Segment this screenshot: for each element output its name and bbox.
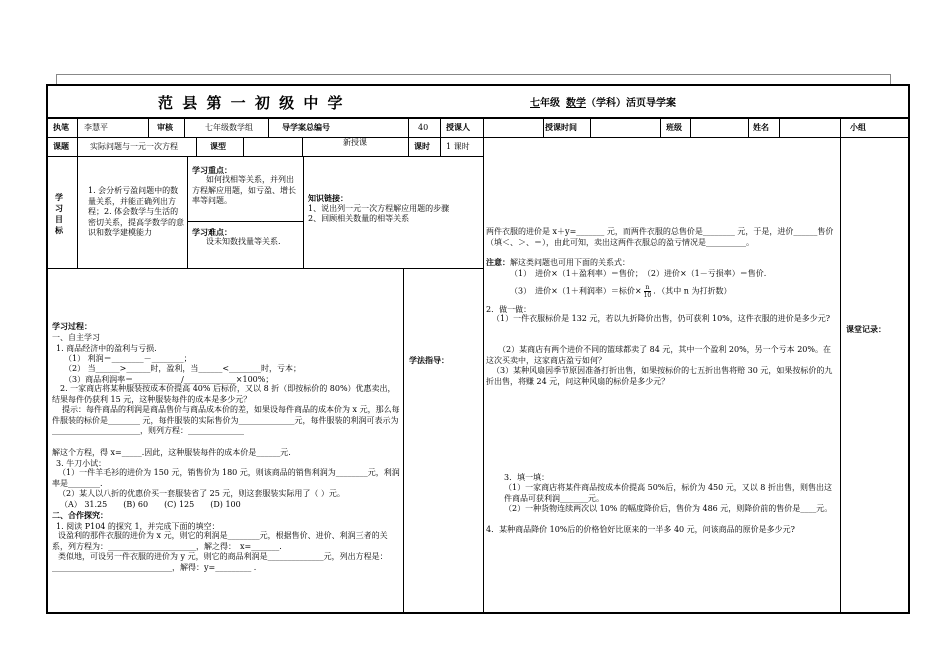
reviewer: 七年级数学组 [205,123,253,132]
link-1: 1、说出列一元一次方程解应用题的步骤 [308,204,450,213]
rule [779,117,780,137]
rule [302,137,303,156]
fraction-n-over-10 [644,284,652,299]
rule [403,268,404,614]
lesson-type: 新授课 [343,138,367,147]
rule [46,117,910,119]
hours: 1 课时 [446,142,470,151]
rule [46,268,483,269]
rule [268,117,269,137]
coop-1a: 设盈利的那件衣服的进价为 x 元，则它的利润是________元，根据售价、进价、利润三者的关系，列方程为：______________________，解之得： x=_______. [52,531,388,551]
group-label: 小组 [850,122,866,132]
do-2c: （3）某种风扇因季节原因准备打折出售，如果按标价的七五折出售将赔 30 元，如果按标价的九折出售，将赚 24 元，问这种风扇的标价是多少元？ [486,366,833,386]
rule [303,156,304,268]
item-2-answer: 解这个方程，得 x=_____.因此，这种服装每件的成本价是______元. [52,448,291,457]
item-3-options: （A） 31.25 (B) 60 (C) 125 (D) 100 [60,500,241,509]
topic: 实际问题与一元一次方程 [90,142,178,151]
right-r1: 两件衣服的进价是 x＋y=_______ 元，而两件衣服的总售价是________ 元，于是，进价______售价（填＜、＞、＝），由此可知，卖出这两件衣服总的盈亏情况是__________。 [486,227,834,247]
grade-suffix: 年级 [540,98,560,109]
fraction-denominator: 10 [643,292,652,299]
key-text: 如何找相等关系，并列出方程解应用题，如亏盈、增长率等问题。 [192,175,296,205]
hard-text: 设未知数找量等关系. [206,237,281,246]
teacher-label: 授课人 [446,122,470,132]
goals-text: 1. 会分析亏盈问题中的数量关系，并能正确列出方程；2. 体会数学与生活的密切关系，提高学数学的意识和数学建模能力 [88,186,184,237]
section-1: 一、自主学习 [52,333,100,342]
item-2: 2. 一家商店将某种服装按成本价提高 40% 后标价，又以 8 折（即按标价的 80%）优惠卖出，结果每件仍获利 15 元，这种服装每件的成本是多少元？ [52,384,396,404]
fill-3b: （2）一种货物连续两次以 10% 的幅度降价后，售价为 486 元，则降价前的售价是____元。 [504,504,833,513]
coop-1b: 类似地，可设另一件衣服的进价为 y 元，则它的商品利润是______________元，列出方程是：______________________________，解得：y=_________ . [52,552,388,572]
review-label: 审核 [157,122,173,132]
rule [748,117,749,137]
title-tail: （学科）活页导学案 [586,98,676,109]
coop-1: 1. 阅读 P104 的探究 1，并完成下面的填空： [56,522,220,531]
section-2: 二、合作探究： [52,510,108,520]
rule [483,117,484,614]
method-label: 学法指导： [409,355,449,365]
rule [690,117,691,137]
item-4: 4．某种商品降价 10%后的价格恰好比原来的一半多 40 元，问该商品的原价是多少元? [486,525,795,534]
name-label: 姓名 [753,122,769,132]
fill-3a: （1）一家商店将某件商品按成本价提高 50%后，标价为 450 元，又以 8 折出售，则售出这件商品可获利润_______元。 [504,483,832,503]
goals-label: 学习目标 [55,192,63,235]
link-2: 2、回顾相关数量的相等关系 [308,214,410,223]
plan-no: 40 [418,123,429,132]
note [486,257,630,268]
rule [440,117,441,156]
formula-3 [510,284,731,299]
item-1: 1. 商品经济中的盈利与亏损. [56,344,157,353]
rule [840,117,841,614]
note-label: 注意： [486,257,510,267]
school-name: 范 县 第 一 初 级 中 学 [158,94,345,112]
item-3a: （1）一件羊毛衫的进价为 150 元，销售价为 180 元，则该商品的销售利润为________元，利润率是________. [52,468,400,488]
item-3b: （2）某人以八折的优惠价买一套服装省了 25 元，则这套服装实际用了（ ）元。 [58,489,345,498]
key-label: 学习重点： [192,165,232,175]
item-1a: （1） 利润＝________－________； [64,354,192,363]
rule [77,117,78,268]
rule [660,117,661,137]
note-text: 解这类问题也可用下面的关系式： [510,258,630,267]
fill-3: 3．填一填： [504,473,550,482]
header-title [530,97,676,111]
author: 李慧平 [84,123,108,132]
rule [46,137,910,138]
item-1c: （3）商品利润率＝____________/_____________×100%； [64,375,274,384]
link-label: 知识链接： [308,193,348,203]
rule [590,117,591,137]
fraction-numerator: n [645,284,650,291]
subject: 数学 [566,98,586,109]
top-rule [56,74,890,75]
formula-3-text: （3） 进价×（1＋利润率）＝标价× [510,286,642,296]
do-2a: （1）一件衣服标价是 132 元，若以九折降价出售，仍可获利 10%，这件衣服的进价是多少元? [492,314,831,323]
process-title: 学习过程： [52,321,92,331]
do-2: 2．做一做： [486,305,532,314]
plan-no-label: 导学案总编号 [282,122,330,132]
rule [196,137,197,156]
rule [408,117,409,156]
type-label: 课型 [210,141,226,151]
hard-label: 学习难点： [192,227,232,237]
class-label: 班级 [666,122,682,132]
author-label: 执笔 [53,122,69,132]
item-1b: （2） 当______>______时，盈利，当______<________时，亏本； [64,364,302,373]
notes-label: 课堂记录： [846,324,886,334]
rule [187,221,303,222]
rule [543,117,544,137]
formula-3-tail: ．（其中 n 为打折数） [653,286,732,296]
topic-label: 课题 [53,141,69,151]
rule [243,137,244,156]
item-2-hint: 提示：每件商品的利润是商品售价与商品成本价的差，如果设每件商品的成本价为 x 元，那么每件服装的标价是________ 元，每件服装的实际售价为______________元，每件服装的利润可表示为______________________，则列方程：______________ [52,405,400,435]
rule [187,156,188,268]
grade: 七 [530,98,540,109]
time-label: 授课时间 [545,122,577,132]
rule [184,117,185,137]
item-3: 3. 牛刀小试： [56,459,107,468]
rule [46,156,483,157]
formula-1: （1） 进价×（1＋盈利率）＝售价； （2）进价×（1－亏损率）＝售价. [510,269,767,278]
do-2b: （2）某商店有两个进价不同的篮球都卖了 84 元，其中一个盈利 20%，另一个亏本 20%。在这次买卖中，这家商店盈亏如何？ [486,345,832,365]
hours-label: 课时 [414,141,430,151]
rule [148,117,149,137]
